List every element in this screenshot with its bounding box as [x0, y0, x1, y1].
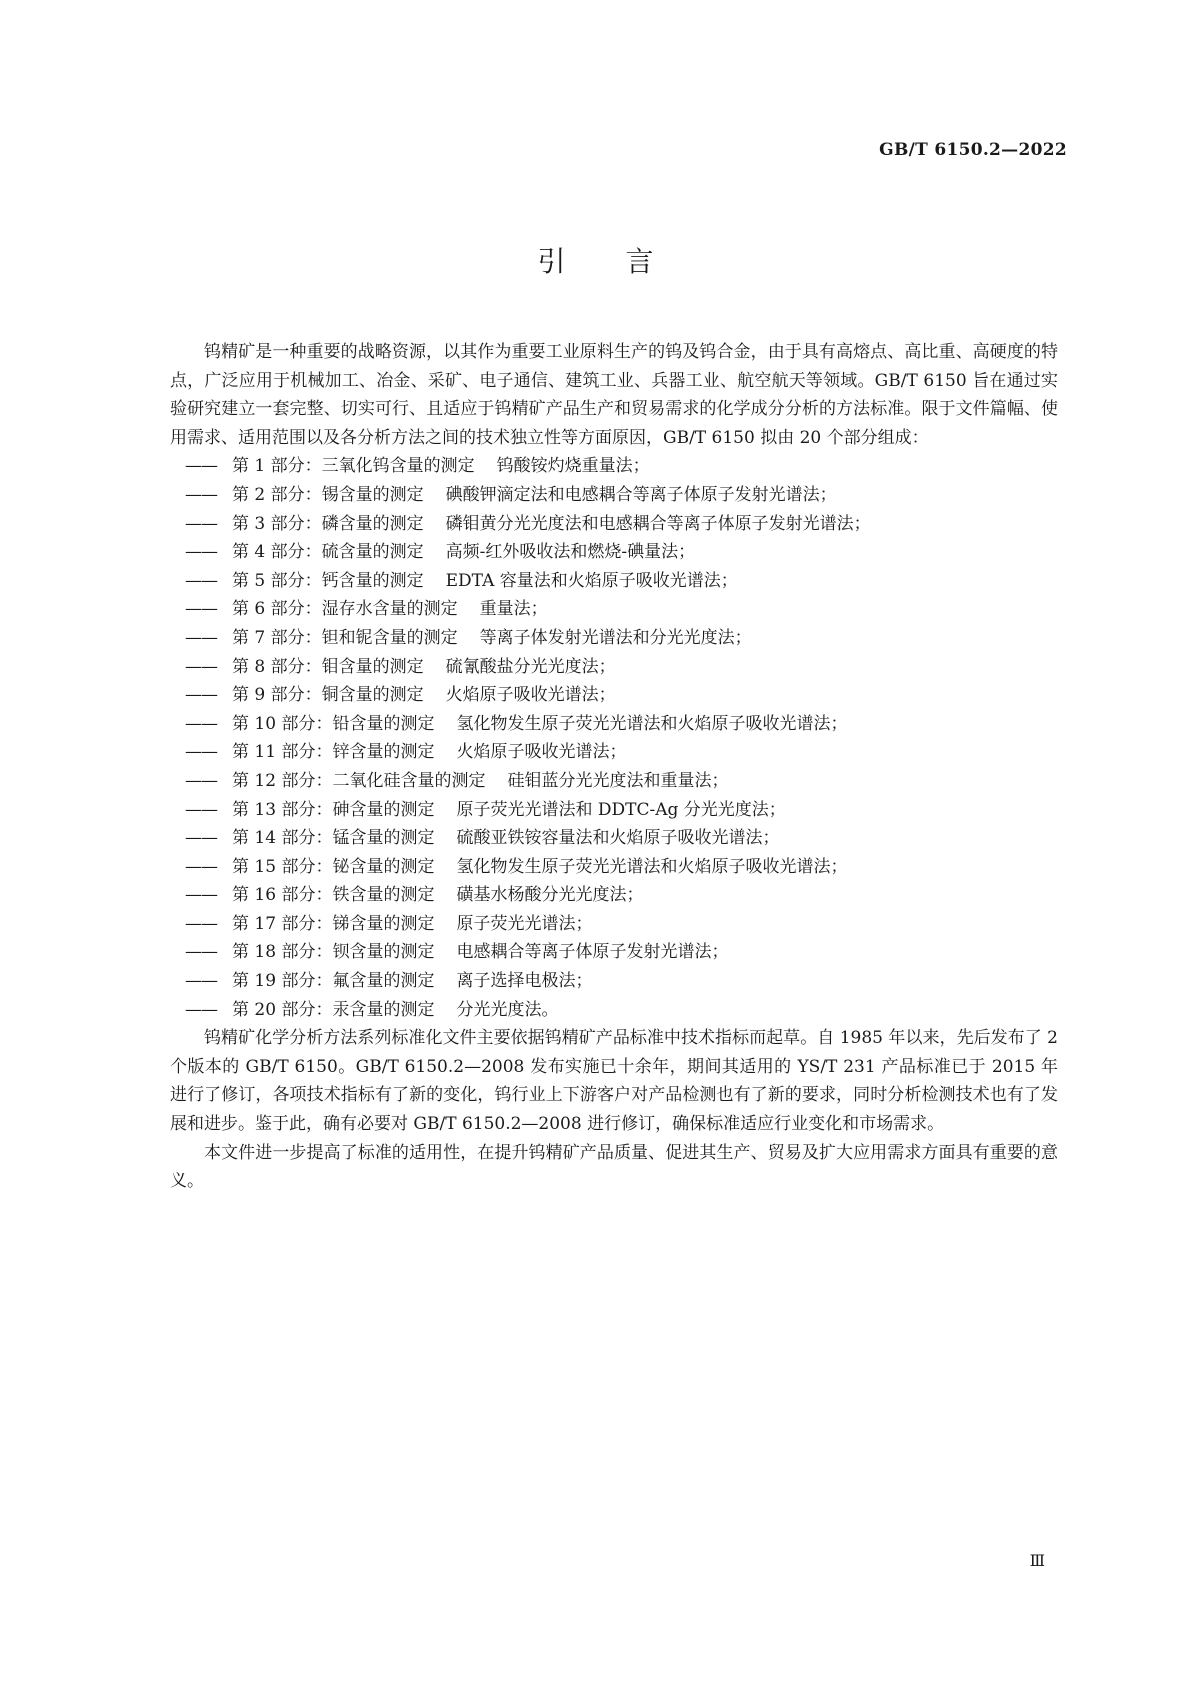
intro-paragraph: 钨精矿是一种重要的战略资源，以其作为重要工业原料生产的钨及钨合金，由于具有高熔点、高比重、高硬度的特点，广泛应用于机械加工、冶金、采矿、电子通信、建筑工业、兵器工业、航空航天等领域。GB/T 6150 旨在通过实验研究建立一套完整、切实可行、且适应于钨精矿产品生产和贸易需求的化学成分分析的方法标准。限于文件篇幅、使用需求、适用范围以及各分析方法之间的技术独立性等方面原因，GB/T 6150 拟由 20 个部分组成：	[170, 342, 1058, 448]
part-method: 火焰原子吸收光谱法；	[445, 685, 616, 706]
list-item	[170, 938, 1058, 967]
part-method: 硫酸亚铁铵容量法和火焰原子吸收光谱法；	[456, 828, 780, 849]
part-label: 第 7 部分：钽和铌含量的测定	[232, 627, 458, 648]
list-item	[170, 653, 1058, 682]
part-method: 硅钼蓝分光光度法和重量法；	[507, 770, 729, 791]
part-label: 第 3 部分：磷含量的测定	[232, 513, 424, 534]
part-method: 钨酸铵灼烧重量法；	[496, 456, 650, 477]
page-number: Ⅲ	[1029, 1551, 1045, 1570]
list-item	[170, 681, 1058, 710]
list-dash: ——	[185, 999, 217, 1020]
part-method: 硫氰酸盐分光光度法；	[445, 656, 616, 677]
part-method: EDTA 容量法和火焰原子吸收光谱法；	[445, 570, 738, 591]
significance-paragraph: 本文件进一步提高了标准的适用性，在提升钨精矿产品质量、促进其生产、贸易及扩大应用需求方面具有重要的意义。	[170, 1142, 1058, 1192]
list-dash: ——	[185, 456, 217, 477]
part-method: 磷钼黄分光光度法和电感耦合等离子体原子发射光谱法；	[445, 513, 871, 534]
list-item	[170, 796, 1058, 825]
list-item	[170, 452, 1058, 481]
part-label: 第 8 部分：钼含量的测定	[232, 656, 424, 677]
list-dash: ——	[185, 656, 217, 677]
list-dash: ——	[185, 627, 217, 648]
list-dash: ——	[185, 570, 217, 591]
list-dash: ——	[185, 484, 217, 505]
part-label: 第 11 部分：锌含量的测定	[232, 742, 435, 763]
part-label: 第 4 部分：硫含量的测定	[232, 542, 424, 563]
list-item	[170, 967, 1058, 996]
list-item	[170, 510, 1058, 539]
list-item	[170, 595, 1058, 624]
list-dash: ——	[185, 856, 217, 877]
list-dash: ——	[185, 828, 217, 849]
part-method: 高频-红外吸收法和燃烧-碘量法；	[445, 542, 696, 563]
part-label: 第 5 部分：钙含量的测定	[232, 570, 424, 591]
list-item	[170, 910, 1058, 939]
part-label: 第 19 部分：氟含量的测定	[232, 971, 435, 992]
page-title: 引言	[537, 245, 714, 278]
part-label: 第 2 部分：锡含量的测定	[232, 484, 424, 505]
list-item	[170, 853, 1058, 882]
part-method: 磺基水杨酸分光光度法；	[456, 885, 644, 906]
list-item	[170, 481, 1058, 510]
part-label: 第 10 部分：铅含量的测定	[232, 713, 435, 734]
list-item	[170, 624, 1058, 653]
part-label: 第 9 部分：铜含量的测定	[232, 685, 424, 706]
list-dash: ——	[185, 942, 217, 963]
part-method: 原子荧光光谱法；	[456, 913, 593, 934]
list-dash: ——	[185, 885, 217, 906]
part-label: 第 20 部分：汞含量的测定	[232, 999, 435, 1020]
list-item	[170, 567, 1058, 596]
part-method: 分光光度法。	[456, 999, 559, 1020]
part-label: 第 6 部分：湿存水含量的测定	[232, 599, 458, 620]
part-method: 等离子体发射光谱法和分光光度法；	[479, 627, 752, 648]
list-item	[170, 881, 1058, 910]
list-item	[170, 824, 1058, 853]
parts-list	[170, 452, 1058, 1024]
list-item	[170, 538, 1058, 567]
list-dash: ——	[185, 542, 217, 563]
part-method: 碘酸钾滴定法和电感耦合等离子体原子发射光谱法；	[445, 484, 837, 505]
part-label: 第 17 部分：锑含量的测定	[232, 913, 435, 934]
part-label: 第 16 部分：铁含量的测定	[232, 885, 435, 906]
part-method: 氢化物发生原子荧光光谱法和火焰原子吸收光谱法；	[456, 713, 848, 734]
part-label: 第 18 部分：钡含量的测定	[232, 942, 435, 963]
main-content	[170, 338, 1058, 1196]
part-method: 电感耦合等离子体原子发射光谱法；	[456, 942, 729, 963]
list-dash: ——	[185, 599, 217, 620]
part-label: 第 13 部分：砷含量的测定	[232, 799, 435, 820]
part-method: 离子选择电极法；	[456, 971, 593, 992]
list-dash: ——	[185, 971, 217, 992]
list-item	[170, 996, 1058, 1025]
part-method: 火焰原子吸收光谱法；	[456, 742, 627, 763]
list-dash: ——	[185, 913, 217, 934]
list-item	[170, 738, 1058, 767]
list-dash: ——	[185, 513, 217, 534]
list-item	[170, 710, 1058, 739]
list-dash: ——	[185, 770, 217, 791]
part-method: 原子荧光光谱法和 DDTC-Ag 分光光度法；	[456, 799, 786, 820]
list-dash: ——	[185, 742, 217, 763]
part-label: 第 14 部分：锰含量的测定	[232, 828, 435, 849]
part-label: 第 15 部分：铋含量的测定	[232, 856, 435, 877]
part-method: 重量法；	[479, 599, 548, 620]
part-method: 氢化物发生原子荧光光谱法和火焰原子吸收光谱法；	[456, 856, 848, 877]
revision-paragraph: 钨精矿化学分析方法系列标准化文件主要依据钨精矿产品标准中技术指标而起草。自 1985 年以来，先后发布了 2 个版本的 GB/T 6150。GB/T 6150.2—2008 发布实施已十余年，期间其适用的 YS/T 231 产品标准已于 2015 年进行了修订，各项技术指标有了新的变化，钨行业上下游客户对产品检测也有了新的要求，同时分析检测技术也有了发展和进步。鉴于此，确有必要对 GB/T 6150.2—2008 进行修订，确保标准适应行业变化和市场需求。	[170, 1028, 1058, 1135]
part-label: 第 1 部分：三氧化钨含量的测定	[232, 456, 475, 477]
list-dash: ——	[185, 685, 217, 706]
list-item	[170, 767, 1058, 796]
list-dash: ——	[185, 713, 217, 734]
list-dash: ——	[185, 799, 217, 820]
standard-number: GB/T 6150.2—2022	[879, 140, 1067, 160]
part-label: 第 12 部分：二氧化硅含量的测定	[232, 770, 486, 791]
